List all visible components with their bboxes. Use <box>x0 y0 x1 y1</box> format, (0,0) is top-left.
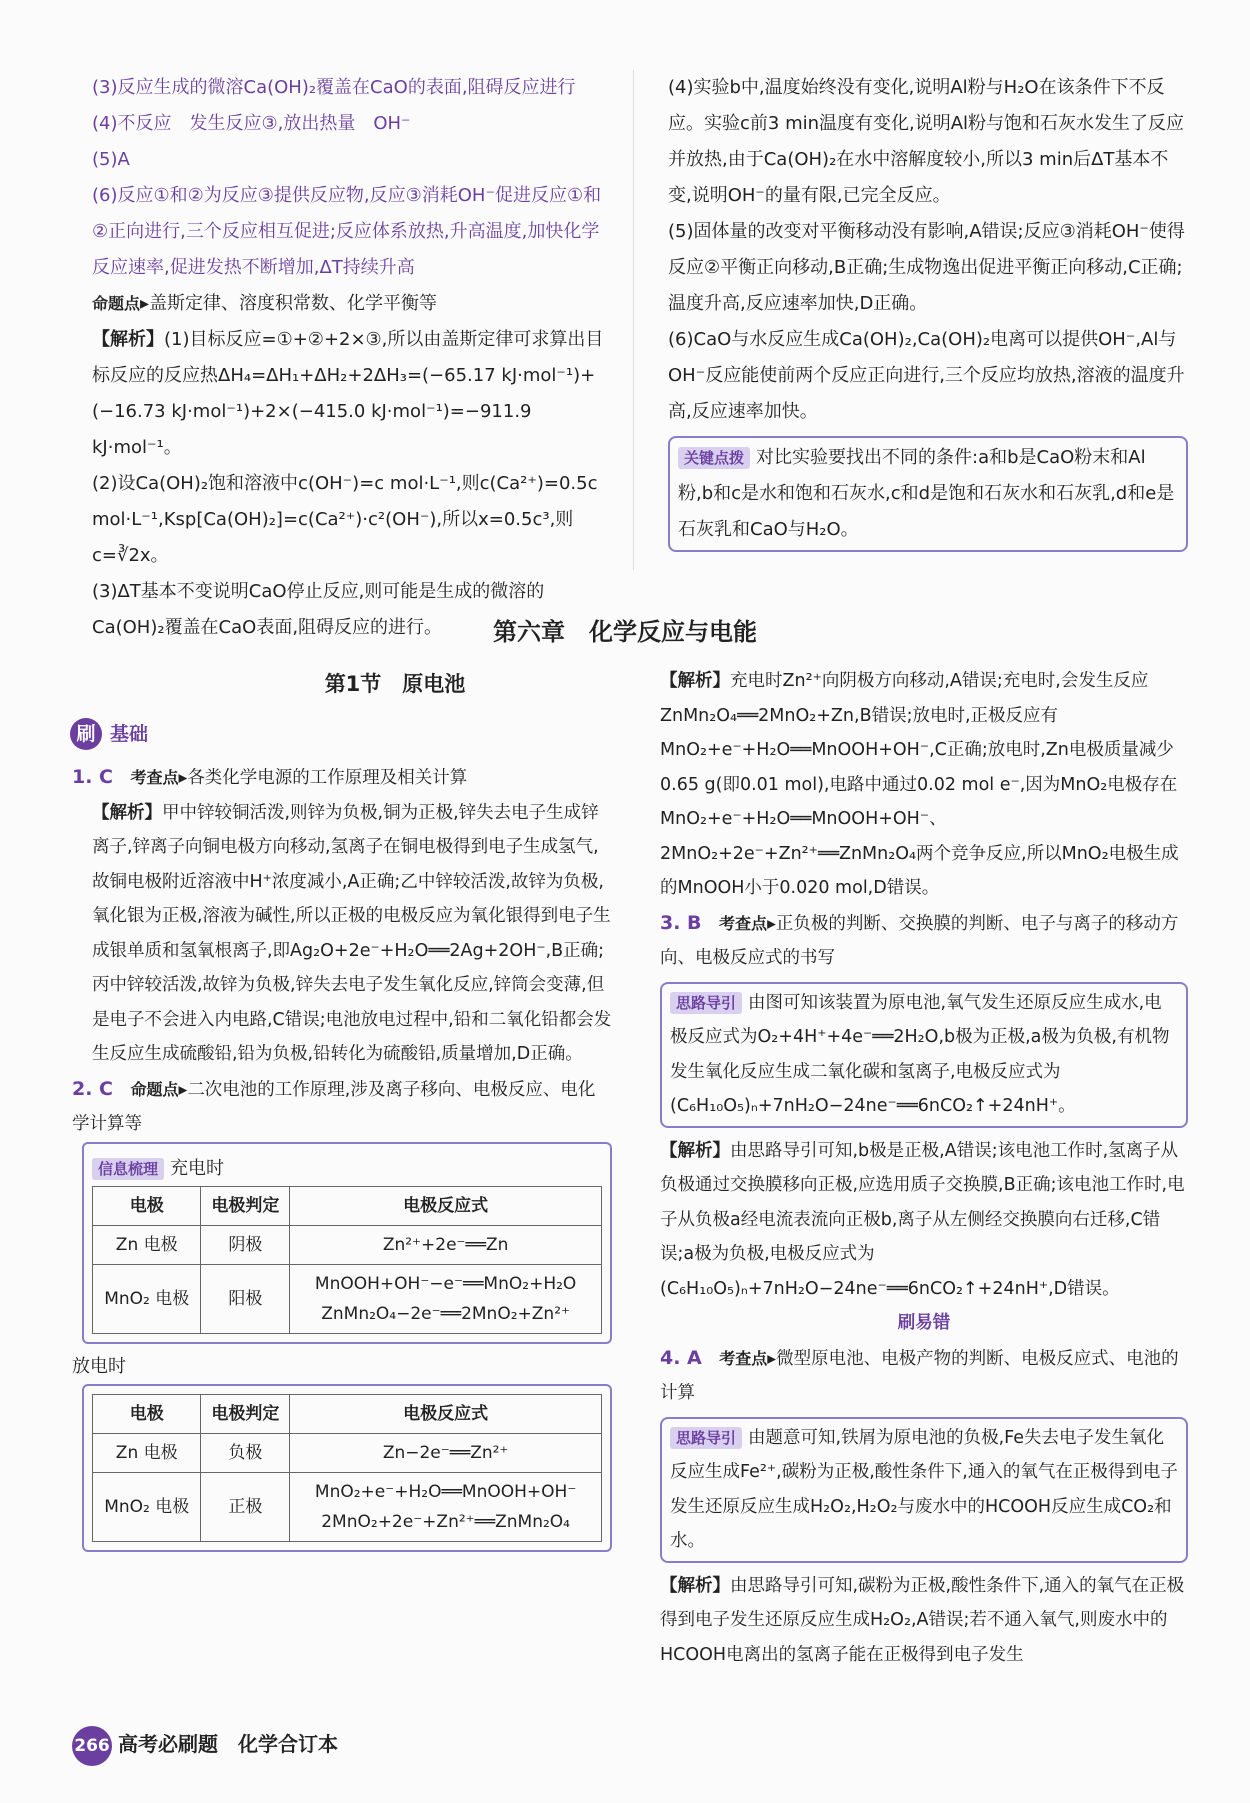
tag-text: 微型原电池、电极产物的判断、电极反应式、电池的计算 <box>660 1348 1179 1403</box>
tag-label: 命题点 <box>130 1079 179 1099</box>
table-cell: MnO₂ 电极 <box>93 1472 201 1541</box>
key-point-text: 对比实验要找出不同的条件:a和b是CaO粉末和Al粉,b和c是水和饱和石灰水,c和d是饱和石灰水和石灰乳,d和e是石灰乳和CaO与H₂O。 <box>678 447 1175 540</box>
basic-label: 基础 <box>110 723 149 745</box>
table-header-row <box>93 1186 602 1225</box>
analysis-label: 【解析】 <box>92 329 164 350</box>
table-header: 电极反应式 <box>290 1186 602 1225</box>
guide-label: 思路导引 <box>670 1427 742 1449</box>
proposition-point: 命题点▸盖斯定律、溶度积常数、化学平衡等 <box>92 293 438 314</box>
tag-label: 考查点 <box>719 913 768 933</box>
analysis-label: 【解析】 <box>660 671 730 691</box>
brush-icon: 刷 <box>70 718 102 750</box>
guide-label: 思路导引 <box>670 992 742 1014</box>
analysis-label: 【解析】 <box>660 1140 730 1161</box>
answer-line: (4)不反应 发生反应③,放出热量 OH⁻ <box>92 113 411 134</box>
tag-text: 正负极的判断、交换膜的判断、电子与离子的移动方向、电极反应式的书写 <box>660 913 1179 968</box>
table-row <box>93 1433 602 1472</box>
table-header-row <box>93 1394 602 1433</box>
table-cell: MnO₂ 电极 <box>93 1264 201 1333</box>
discharge-label: 放电时 <box>72 1355 126 1377</box>
analysis-text: (1)目标反应=①+②+2×③,所以由盖斯定律可求算出目标反应的反应热ΔH₄=ΔH₁+ΔH₂+2ΔH₃=(−65.17 kJ·mol⁻¹)+(−16.73 kJ·mol⁻¹)+2×(−415.0 kJ·mol⁻¹)=−911.9 kJ·mol⁻¹。 <box>92 329 604 458</box>
table-cell: 阳极 <box>201 1264 290 1333</box>
analysis-text: 甲中锌较铜活泼,则锌为负极,铜为正极,锌失去电子生成锌离子,锌离子向铜电极方向移动,氢离子在铜电极得到电子生成氢气,故铜电极附近溶液中H⁺浓度减小,A正确;乙中锌较活泼,故锌为负极,氧化银为正极,溶液为碱性,所以正极的电极反应为氧化银得到电子生成银单质和氢氧根离子,即Ag₂O+2e⁻+H₂O══2Ag+2OH⁻,B正确;丙中锌较活泼,故锌为负极,锌失去电子发生氧化反应,锌筒会变薄,但是电子不会进入内电路,C错误;电池放电过程中,铅和二氧化铅都会发生反应生成硫酸铅,铅为负极,铅转化为硫酸铅,质量增加,D正确。 <box>92 802 612 1064</box>
answer-line: (3)反应生成的微溶Ca(OH)₂覆盖在CaO的表面,阻碍反应进行 <box>92 77 576 98</box>
q2-number: 2. C <box>72 1077 113 1100</box>
q3-header: 3. B 考查点▸正负极的判断、交换膜的判断、电子与离子的移动方向、电极反应式的书写 <box>660 911 1179 968</box>
tag-text: 二次电池的工作原理,涉及离子移向、电极反应、电化学计算等 <box>72 1079 596 1134</box>
tag-label: 考查点 <box>130 768 179 787</box>
q4-guide-box <box>660 1417 1188 1563</box>
table-cell <box>290 1264 602 1333</box>
q4-header: 4. A 考查点▸微型原电池、电极产物的判断、电极反应式、电池的计算 <box>660 1346 1179 1403</box>
table-row <box>93 1472 602 1541</box>
analysis-2: (2)设Ca(OH)₂饱和溶液中c(OH⁻)=c mol·L⁻¹,则c(Ca²⁺)=0.5c mol·L⁻¹,Ksp[Ca(OH)₂]=c(Ca²⁺)·c²(OH⁻),所以x=0.5c³,则c=∛2x。 <box>92 473 598 566</box>
guide-text: 由题意可知,铁屑为原电池的负极,Fe失去电子发生氧化反应生成Fe²⁺,碳粉为正极,酸性条件下,通入的氧气在正极得到电子发生还原反应生成H₂O₂,H₂O₂与废水中的HCOOH反应生成CO₂和水。 <box>670 1427 1178 1551</box>
table-cell: Zn 电极 <box>93 1433 201 1472</box>
table-cell: Zn²⁺+2e⁻══Zn <box>290 1225 602 1264</box>
page-footer <box>72 1726 338 1766</box>
key-point-label: 关键点拨 <box>678 447 750 469</box>
explanation-5: (5)固体量的改变对平衡移动没有影响,A错误;反应③消耗OH⁻使得反应②平衡正向移动,B正确;生成物逸出促进平衡正向移动,C正确;温度升高,反应速率加快,D正确。 <box>668 221 1185 314</box>
table-cell: 正极 <box>201 1472 290 1541</box>
column-divider <box>633 70 634 570</box>
tag-text: 各类化学电源的工作原理及相关计算 <box>187 768 468 788</box>
top-right-column <box>668 70 1188 558</box>
table-header: 电极反应式 <box>290 1394 602 1433</box>
table-cell: 负极 <box>201 1433 290 1472</box>
table-cell: Zn 电极 <box>93 1225 201 1264</box>
reaction: MnO₂+e⁻+H₂O══MnOOH+OH⁻ <box>314 1481 577 1502</box>
charge-label: 充电时 <box>170 1157 225 1179</box>
bottom-left-column <box>72 760 612 1552</box>
reaction: ZnMn₂O₄−2e⁻══2MnO₂+Zn²⁺ <box>321 1303 570 1324</box>
discharge-table <box>92 1394 602 1542</box>
info-table-box <box>82 1142 612 1344</box>
tag-label: 考查点 <box>719 1348 768 1368</box>
explanation-6: (6)CaO与水反应生成Ca(OH)₂,Ca(OH)₂电离可以提供OH⁻,Al与OH⁻反应能使前两个反应正向进行,三个反应均放热,溶液的温度升高,反应速率加快。 <box>668 329 1185 422</box>
q3-guide-box <box>660 982 1188 1128</box>
footer-title: 高考必刷题 化学合订本 <box>118 1732 338 1756</box>
table-header: 电极判定 <box>201 1394 290 1433</box>
q3-analysis <box>660 1134 1188 1307</box>
table-row <box>93 1225 602 1264</box>
analysis-label: 【解析】 <box>92 802 162 823</box>
answer-line: (6)反应①和②为反应③提供反应物,反应③消耗OH⁻促进反应①和②正向进行,三个反应相互促进;反应体系放热,升高温度,加快化学反应速率,促进发热不断增加,ΔT持续升高 <box>92 185 602 278</box>
bottom-right-column <box>660 664 1188 1672</box>
section-title: 第1节 原电池 <box>324 672 466 696</box>
charge-label-row <box>92 1152 602 1186</box>
analysis-label: 【解析】 <box>660 1575 730 1596</box>
answer-line: (5)A <box>92 149 130 170</box>
explanation-4: (4)实验b中,温度始终没有变化,说明Al粉与H₂O在该条件下不反应。实验c前3 min温度有变化,说明Al粉与饱和石灰水发生了反应并放热,由于Ca(OH)₂在水中溶解度较小,所以3 min后ΔT基本不变,说明OH⁻的量有限,已完全反应。 <box>668 77 1185 206</box>
q3-number: 3. B <box>660 911 702 934</box>
table-row <box>93 1264 602 1333</box>
error-prone-heading: 刷易错 <box>897 1313 951 1333</box>
analysis-text: 充电时Zn²⁺向阴极方向移动,A错误;充电时,会发生反应ZnMn₂O₄══2MnO₂+Zn,B错误;放电时,正极反应有MnO₂+e⁻+H₂O══MnOOH+OH⁻,C正确;放电时,Zn电极质量减少0.65 g(即0.01 mol),电路中通过0.02 mol e⁻,因为MnO₂电极存在MnO₂+e⁻+H₂O══MnOOH+OH⁻、2MnO₂+2e⁻+Zn²⁺══ZnMn₂O₄两个竞争反应,所以MnO₂电极生成的MnOOH小于0.020 mol,D错误。 <box>660 671 1179 898</box>
analysis-text: 由思路导引可知,b极是正极,A错误;该电池工作时,氢离子从负极通过交换膜移向正极,应选用质子交换膜,B正确;该电池工作时,电子从负极a经电流表流向正极b,离子从左侧经交换膜向右迁移,C错误;a极为负极,电极反应式为(C₆H₁₀O₅)ₙ+7nH₂O−24ne⁻══6nCO₂↑+24nH⁺,D错误。 <box>660 1140 1185 1299</box>
q2-header: 2. C 命题点▸二次电池的工作原理,涉及离子移向、电极反应、电化学计算等 <box>72 1077 596 1134</box>
table-header: 电极 <box>93 1394 201 1433</box>
info-label: 信息梳理 <box>92 1158 164 1180</box>
table-header: 电极 <box>93 1186 201 1225</box>
table-cell: 阴极 <box>201 1225 290 1264</box>
table-header: 电极判定 <box>201 1186 290 1225</box>
tag-label: 命题点 <box>92 294 141 313</box>
analysis-text: 由思路导引可知,碳粉为正极,酸性条件下,通入的氧气在正极得到电子发生还原反应生成H₂O₂,A错误;若不通入氧气,则废水中的HCOOH电离出的氢离子能在正极得到电子发生 <box>660 1575 1185 1665</box>
key-point-box <box>668 436 1188 552</box>
analysis-3: (3)ΔT基本不变说明CaO停止反应,则可能是生成的微溶的Ca(OH)₂覆盖在CaO表面,阻碍反应的进行。 <box>92 581 545 638</box>
guide-text: 由图可知该装置为原电池,氧气发生还原反应生成水,电极反应式为O₂+4H⁺+4e⁻══2H₂O,b极为正极,a极为负极,有机物发生氧化反应生成二氧化碳和氢离子,电极反应式为(C₆H₁₀O₅)ₙ+7nH₂O−24ne⁻══6nCO₂↑+24nH⁺。 <box>670 992 1170 1116</box>
q2-analysis <box>660 664 1188 906</box>
table-cell <box>290 1472 602 1541</box>
reaction: 2MnO₂+2e⁻+Zn²⁺══ZnMn₂O₄ <box>321 1511 570 1532</box>
top-left-column <box>92 70 612 646</box>
analysis-1 <box>92 322 612 466</box>
charge-table <box>92 1186 602 1334</box>
reaction: MnOOH+OH⁻−e⁻══MnO₂+H₂O <box>314 1273 577 1294</box>
q4-number: 4. A <box>660 1346 702 1369</box>
q1-analysis <box>72 796 612 1072</box>
tag-text: 盖斯定律、溶度积常数、化学平衡等 <box>149 293 438 314</box>
page-number: 266 <box>72 1726 112 1766</box>
chapter-title: 第六章 化学反应与电能 <box>493 618 757 646</box>
basic-heading <box>70 718 148 750</box>
q1-header: 1. C 考查点▸各类化学电源的工作原理及相关计算 <box>72 766 468 788</box>
table-cell: Zn−2e⁻══Zn²⁺ <box>290 1433 602 1472</box>
q4-analysis <box>660 1569 1188 1673</box>
discharge-table-box <box>82 1384 612 1552</box>
q1-number: 1. C <box>72 766 113 788</box>
